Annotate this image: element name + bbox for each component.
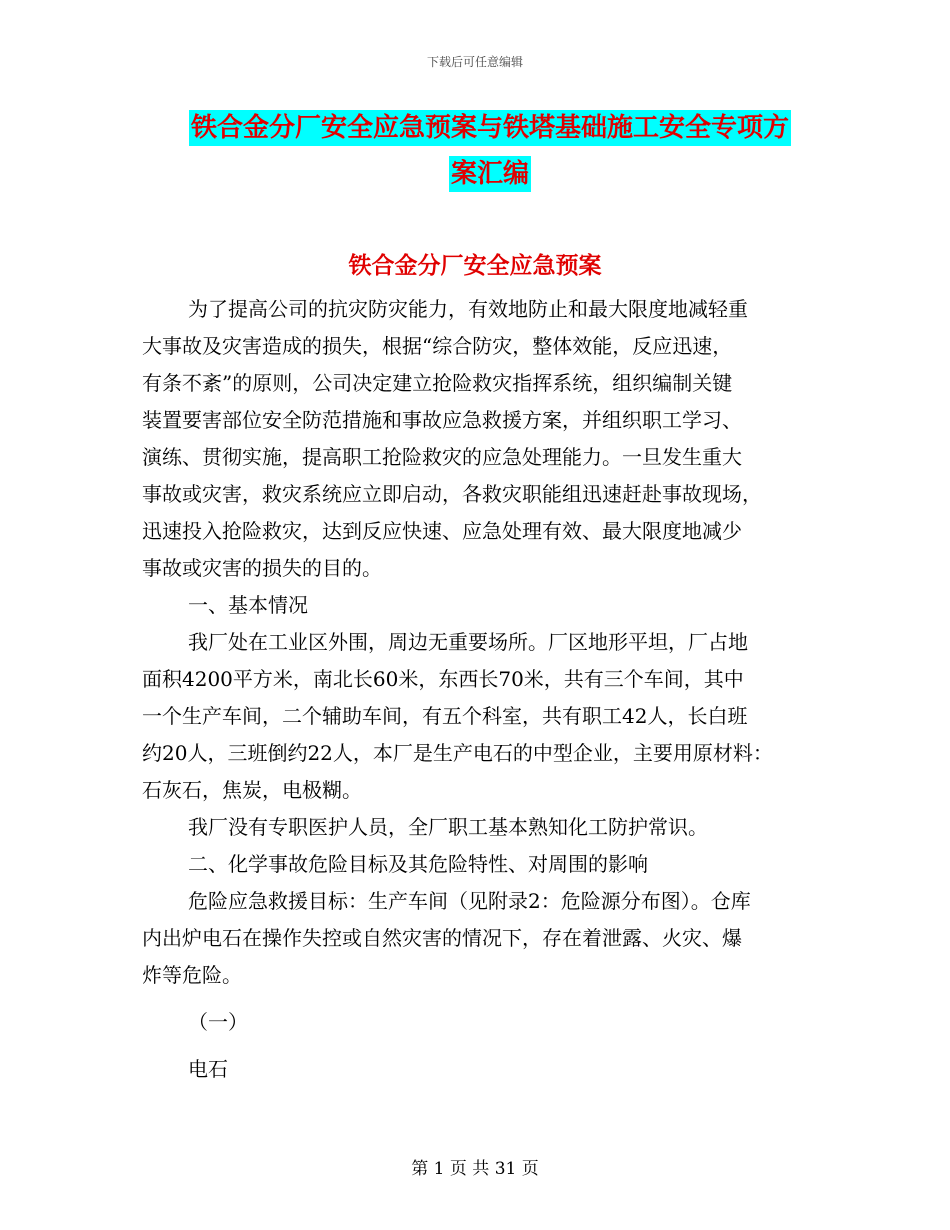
header-note: 下载后可任意编辑	[426, 55, 523, 69]
subsection-marker: （一）	[188, 1010, 248, 1034]
body-line: 约20人，三班倒约22人，本厂是生产电石的中型企业，主要用原材料：	[142, 741, 773, 765]
body-line: 有条不紊”的原则，公司决定建立抢险救灾指挥系统，组织编制关键	[142, 371, 733, 395]
body-line: 迅速投入抢险救灾，达到反应快速、应急处理有效、最大限度地减少	[142, 519, 742, 543]
body-line: 装置要害部位安全防范措施和事故应急救援方案，并组织职工学习、	[142, 408, 742, 432]
subsection-heading-calcium-carbide: 电石	[188, 1057, 228, 1081]
section-heading-hazards: 二、化学事故危险目标及其危险特性、对周围的影响	[188, 852, 648, 876]
body-line: 炸等危险。	[142, 963, 242, 987]
document-body	[142, 291, 822, 1088]
body-line: 面积4200平方米，南北长60米，东西长70米，共有三个车间，其中	[142, 667, 744, 691]
section-heading-basic-info: 一、基本情况	[188, 593, 308, 617]
body-line: 事故或灾害的损失的目的。	[142, 556, 382, 580]
title-line-2: 案汇编	[449, 156, 531, 192]
body-line: 石灰石，焦炭，电极糊。	[142, 778, 362, 802]
body-line: 演练、贯彻实施，提高职工抢险救灾的应急处理能力。一旦发生重大	[142, 445, 742, 469]
page-number: 第 1 页 共 31 页	[411, 1159, 539, 1179]
body-line: 为了提高公司的抗灾防灾能力，有效地防止和最大限度地减轻重	[188, 297, 748, 321]
body-line: 事故或灾害，救灾系统应立即启动，各救灾职能组迅速赶赴事故现场，	[142, 482, 762, 506]
body-line: 我厂没有专职医护人员，全厂职工基本熟知化工防护常识。	[188, 815, 708, 839]
body-line: 我厂处在工业区外围，周边无重要场所。厂区地形平坦，厂占地	[188, 630, 748, 654]
document-title	[140, 110, 840, 192]
body-line: 大事故及灾害造成的损失，根据“综合防灾，整体效能，反应迅速，	[142, 334, 733, 358]
section-title: 铁合金分厂安全应急预案	[348, 252, 602, 279]
body-line: 一个生产车间，二个辅助车间，有五个科室，共有职工42人，长白班	[142, 704, 748, 728]
body-line: 内出炉电石在操作失控或自然灾害的情况下，存在着泄露、火灾、爆	[142, 926, 742, 950]
body-line: 危险应急救援目标：生产车间（见附录2：危险源分布图）。仓库	[188, 889, 751, 913]
title-line-1: 铁合金分厂安全应急预案与铁塔基础施工安全专项方	[189, 110, 791, 146]
